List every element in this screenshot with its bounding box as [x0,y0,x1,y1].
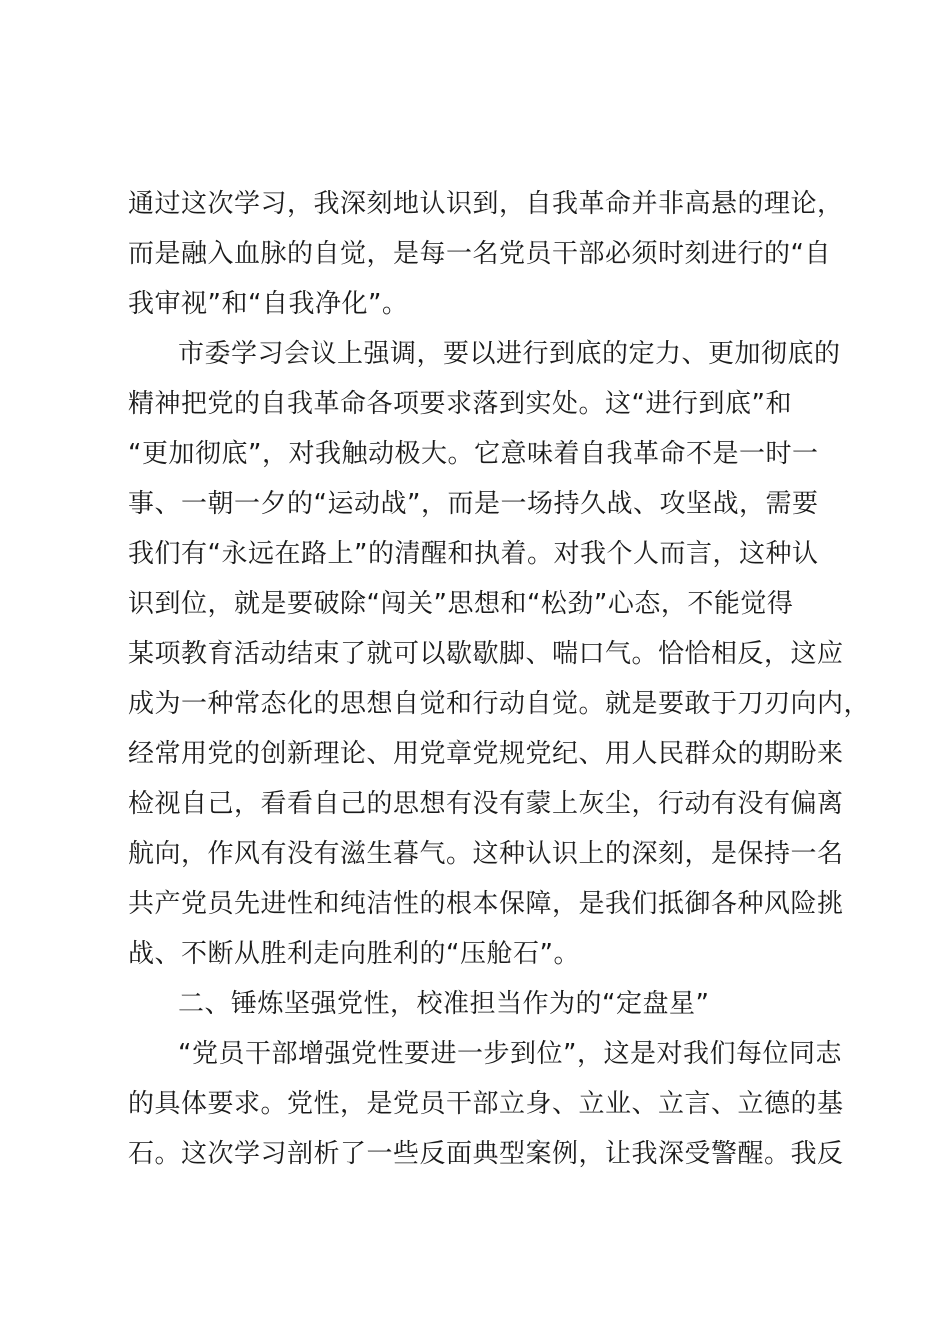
paragraph-line: 而是融入血脉的自觉，是每一名党员干部必须时刻进行的“自 [128,239,831,269]
paragraph-line: 精神把党的自我革命各项要求落到实处。这“进行到底”和 [128,389,792,419]
paragraph-line: 识到位，就是要破除“闯关”思想和“松劲”心态，不能觉得 [128,589,794,619]
paragraph-line: 航向，作风有没有滋生暮气。这种认识上的深刻，是保持一名 [128,839,844,869]
paragraph-line: 我审视”和“自我净化”。 [128,289,409,319]
paragraph-line: 某项教育活动结束了就可以歇歇脚、喘口气。恰恰相反，这应 [128,639,844,669]
paragraph-line: 共产党员先进性和纯洁性的根本保障，是我们抵御各种风险挑 [128,889,844,919]
paragraph-line: 石。这次学习剖析了一些反面典型案例，让我深受警醒。我反 [128,1139,844,1169]
paragraph-line: 战、不断从胜利走向胜利的“压舱石”。 [128,939,580,969]
paragraph-line: “党员干部增强党性要进一步到位”，这是对我们每位同志 [178,1039,842,1069]
section-heading: 二、锤炼坚强党性，校准担当作为的“定盘星” [178,989,710,1019]
paragraph-line: 通过这次学习，我深刻地认识到，自我革命并非高悬的理论， [128,189,844,219]
paragraph-line: “更加彻底”，对我触动极大。它意味着自我革命不是一时一 [128,439,819,469]
paragraph-line: 我们有“永远在路上”的清醒和执着。对我个人而言，这种认 [128,539,819,569]
paragraph-line: 经常用党的创新理论、用党章党规党纪、用人民群众的期盼来 [128,739,844,769]
paragraph-line: 事、一朝一夕的“运动战”，而是一场持久战、攻坚战，需要 [128,489,819,519]
paragraph-line: 的具体要求。党性，是党员干部立身、立业、立言、立德的基 [128,1089,844,1119]
paragraph-line: 市委学习会议上强调，要以进行到底的定力、更加彻底的 [178,339,841,369]
paragraph-line: 检视自己，看看自己的思想有没有蒙上灰尘，行动有没有偏离 [128,789,844,819]
paragraph-line: 成为一种常态化的思想自觉和行动自觉。就是要敢于刀刃向内， [128,689,871,719]
